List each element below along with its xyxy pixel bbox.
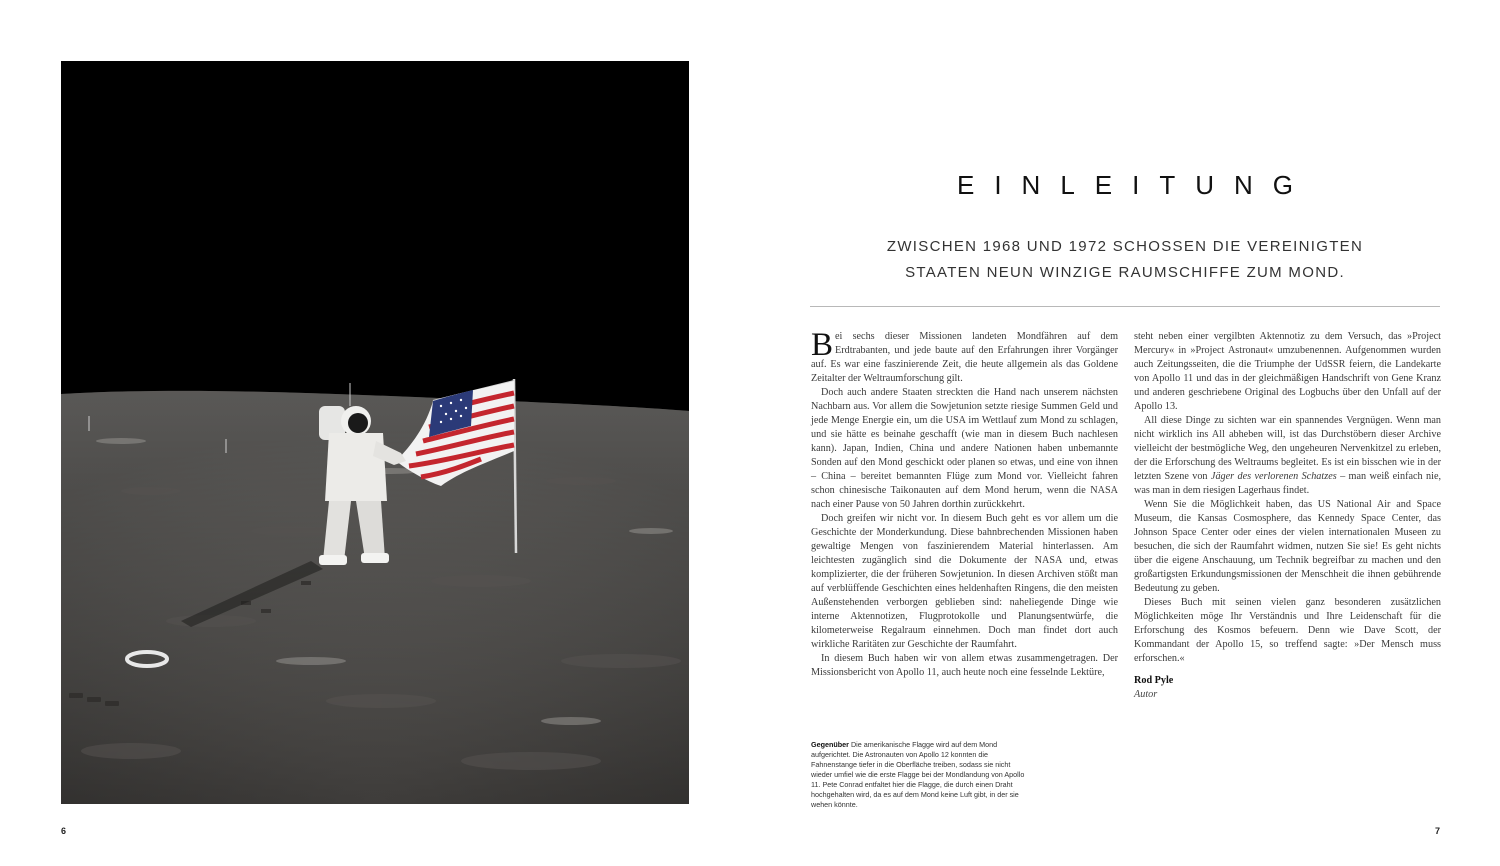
paragraph-text: All diese Dinge zu sichten war ein spannendes Vergnügen. Wenn man nicht wirklich ins All abheben will, ist das Durchstöbern dieser Archive vielleicht der bestmögliche Weg, den ungeheuren Nervenkitzel zu erleben, der die Erforschung des Weltraums begleitet. Es ist ein bisschen wie in der letzten Szene von — [1134, 415, 1441, 482]
author-role: Autor — [1134, 689, 1158, 700]
caption-text: Die amerikanische Flagge wird auf dem Mond aufgerichtet. Die Astronauten von Apollo 12 konnten die Fahnenstange tiefer in die Oberfläche treiben, sodass sie nicht wieder umfiel wie die erste Flagge bei der Mondlandung von Apollo 11. Pete Conrad entfaltet hier die Flagge, die durch einen Draht hochgehalten wird, da es auf dem Mond keine Luft gibt, in der sie wehen könnte. — [811, 740, 1025, 809]
text-column-2 — [1134, 330, 1441, 702]
photo-illustration — [61, 61, 689, 804]
dropcap: B — [811, 327, 834, 363]
subheading — [810, 234, 1440, 286]
divider-rule — [810, 306, 1440, 307]
paragraph: Dieses Buch mit seinen vielen ganz besonderen zusätzlichen Möglichkeiten möge Ihr Verständnis und Ihre Leidenschaft für die Erforschung des Kosmos befeuern. Denn wie Dave Scott, der Kommandant der Apollo 15, so treffend sagte: »Der Mensch muss erforschen.« — [1134, 597, 1441, 664]
paragraph-text: ei sechs dieser Missionen landeten Mondfähren auf dem Erdtrabanten, und jede baute auf den Erfahrungen ihrer Vorgänger auf. Es war eine faszinierende Zeit, die heute allgemein als das Goldene Zeitalter der Weltraumforschung gilt. — [811, 331, 1118, 384]
paragraph: steht neben einer vergilbten Aktennotiz zu dem Versuch, das »Project Mercury« in »Project Astronaut« umzubenennen. Aufgenommen wurden auch Zeitungsseiten, die die Triumphe der UdSSR feiern, die Landekarte von Apollo 11 und das in der gleichmäßigen Handschrift von Gene Kranz und anderen geschriebene Original des Logbuchs über den Unfall auf der Apollo 13. — [1134, 331, 1441, 412]
paragraph-text: – man weiß einfach nie, was man in dem riesigen Lagerhaus findet. — [1134, 471, 1442, 496]
page-number-left: 6 — [61, 826, 67, 836]
paragraph — [811, 327, 1118, 386]
paragraph: Doch greifen wir nicht vor. In diesem Buch geht es vor allem um die Geschichte der Monderkundung. Diese bahnbrechenden Missionen haben gewaltige Mengen von faszinierendem Material hinterlassen. Am leichtesten zugänglich sind die Dokumente der NASA und, etwas komplizierter, die der früheren Sowjetunion. In diesen Archiven stößt man auf verblüffende Geschichten eines heldenhaften Ringens, die den meisten Außenstehenden verborgen geblieben sind: naheliegende Dinge wie interne Aktennotizen, Flugprotokolle und Planungsentwürfe, die kilometerweise Regalraum einnehmen. Doch man findet dort auch wirkliche Raritäten zur Geschichte der Raumfahrt. — [811, 513, 1118, 650]
paragraph: Wenn Sie die Möglichkeit haben, das US National Air and Space Museum, die Kansas Cosmosphere, das Kennedy Space Center, das Johnson Space Center oder eines der vielen internationalen Museen zu besuchen, die sich der Raumfahrt widmen, nutzen Sie sie! Es geht nichts über die eigene Anschauung, um Technik begreifbar zu machen und den großartigsten Erkundungsmissionen der Menschheit die ihnen gebührende Bedeutung zu geben. — [1134, 499, 1441, 594]
paragraph: In diesem Buch haben wir von allem etwas zusammengetragen. Der Missionsbericht von Apollo 11, auch heute noch eine fesselnde Lektüre, — [811, 653, 1118, 678]
page-number-right: 7 — [1435, 826, 1441, 836]
subheading-line-2: STAATEN NEUN WINZIGE RAUMSCHIFFE ZUM MOND. — [905, 264, 1345, 281]
author-name: Rod Pyle — [1134, 675, 1174, 686]
text-column-1 — [811, 327, 1118, 680]
caption-lead: Gegenüber — [811, 740, 849, 749]
page-title: EINLEITUNG — [956, 170, 1314, 200]
paragraph: Doch auch andere Staaten streckten die Hand nach unserem nächsten Nachbarn aus. Vor allem die Sowjetunion setzte riesige Summen Geld und jede Menge Energie ein, um die USA im Wettlauf zum Mond zu schlagen, und sie hätte es beinahe geschafft (wie man in diesem Buch nachlesen kann). Japan, Indien, China und andere Nationen haben unbemannte Sonden auf den Mond geschickt oder planen so etwas, und eine von ihnen – China – bereitet bemannten Flüge zum Mond vor. Vielleicht fahren schon chinesische Taikonauten auf dem Mond herum, wenn die NASA nach einer Pause von 50 Jahren dorthin zurückkehrt. — [811, 387, 1118, 510]
moon-landing-photo — [61, 61, 689, 804]
photo-caption — [811, 740, 1033, 810]
book-title: Jäger des verlorenen Schatzes — [1210, 471, 1337, 482]
paragraph — [1134, 414, 1441, 498]
subheading-line-1: ZWISCHEN 1968 UND 1972 SCHOSSEN DIE VEREINIGTEN — [886, 238, 1364, 255]
